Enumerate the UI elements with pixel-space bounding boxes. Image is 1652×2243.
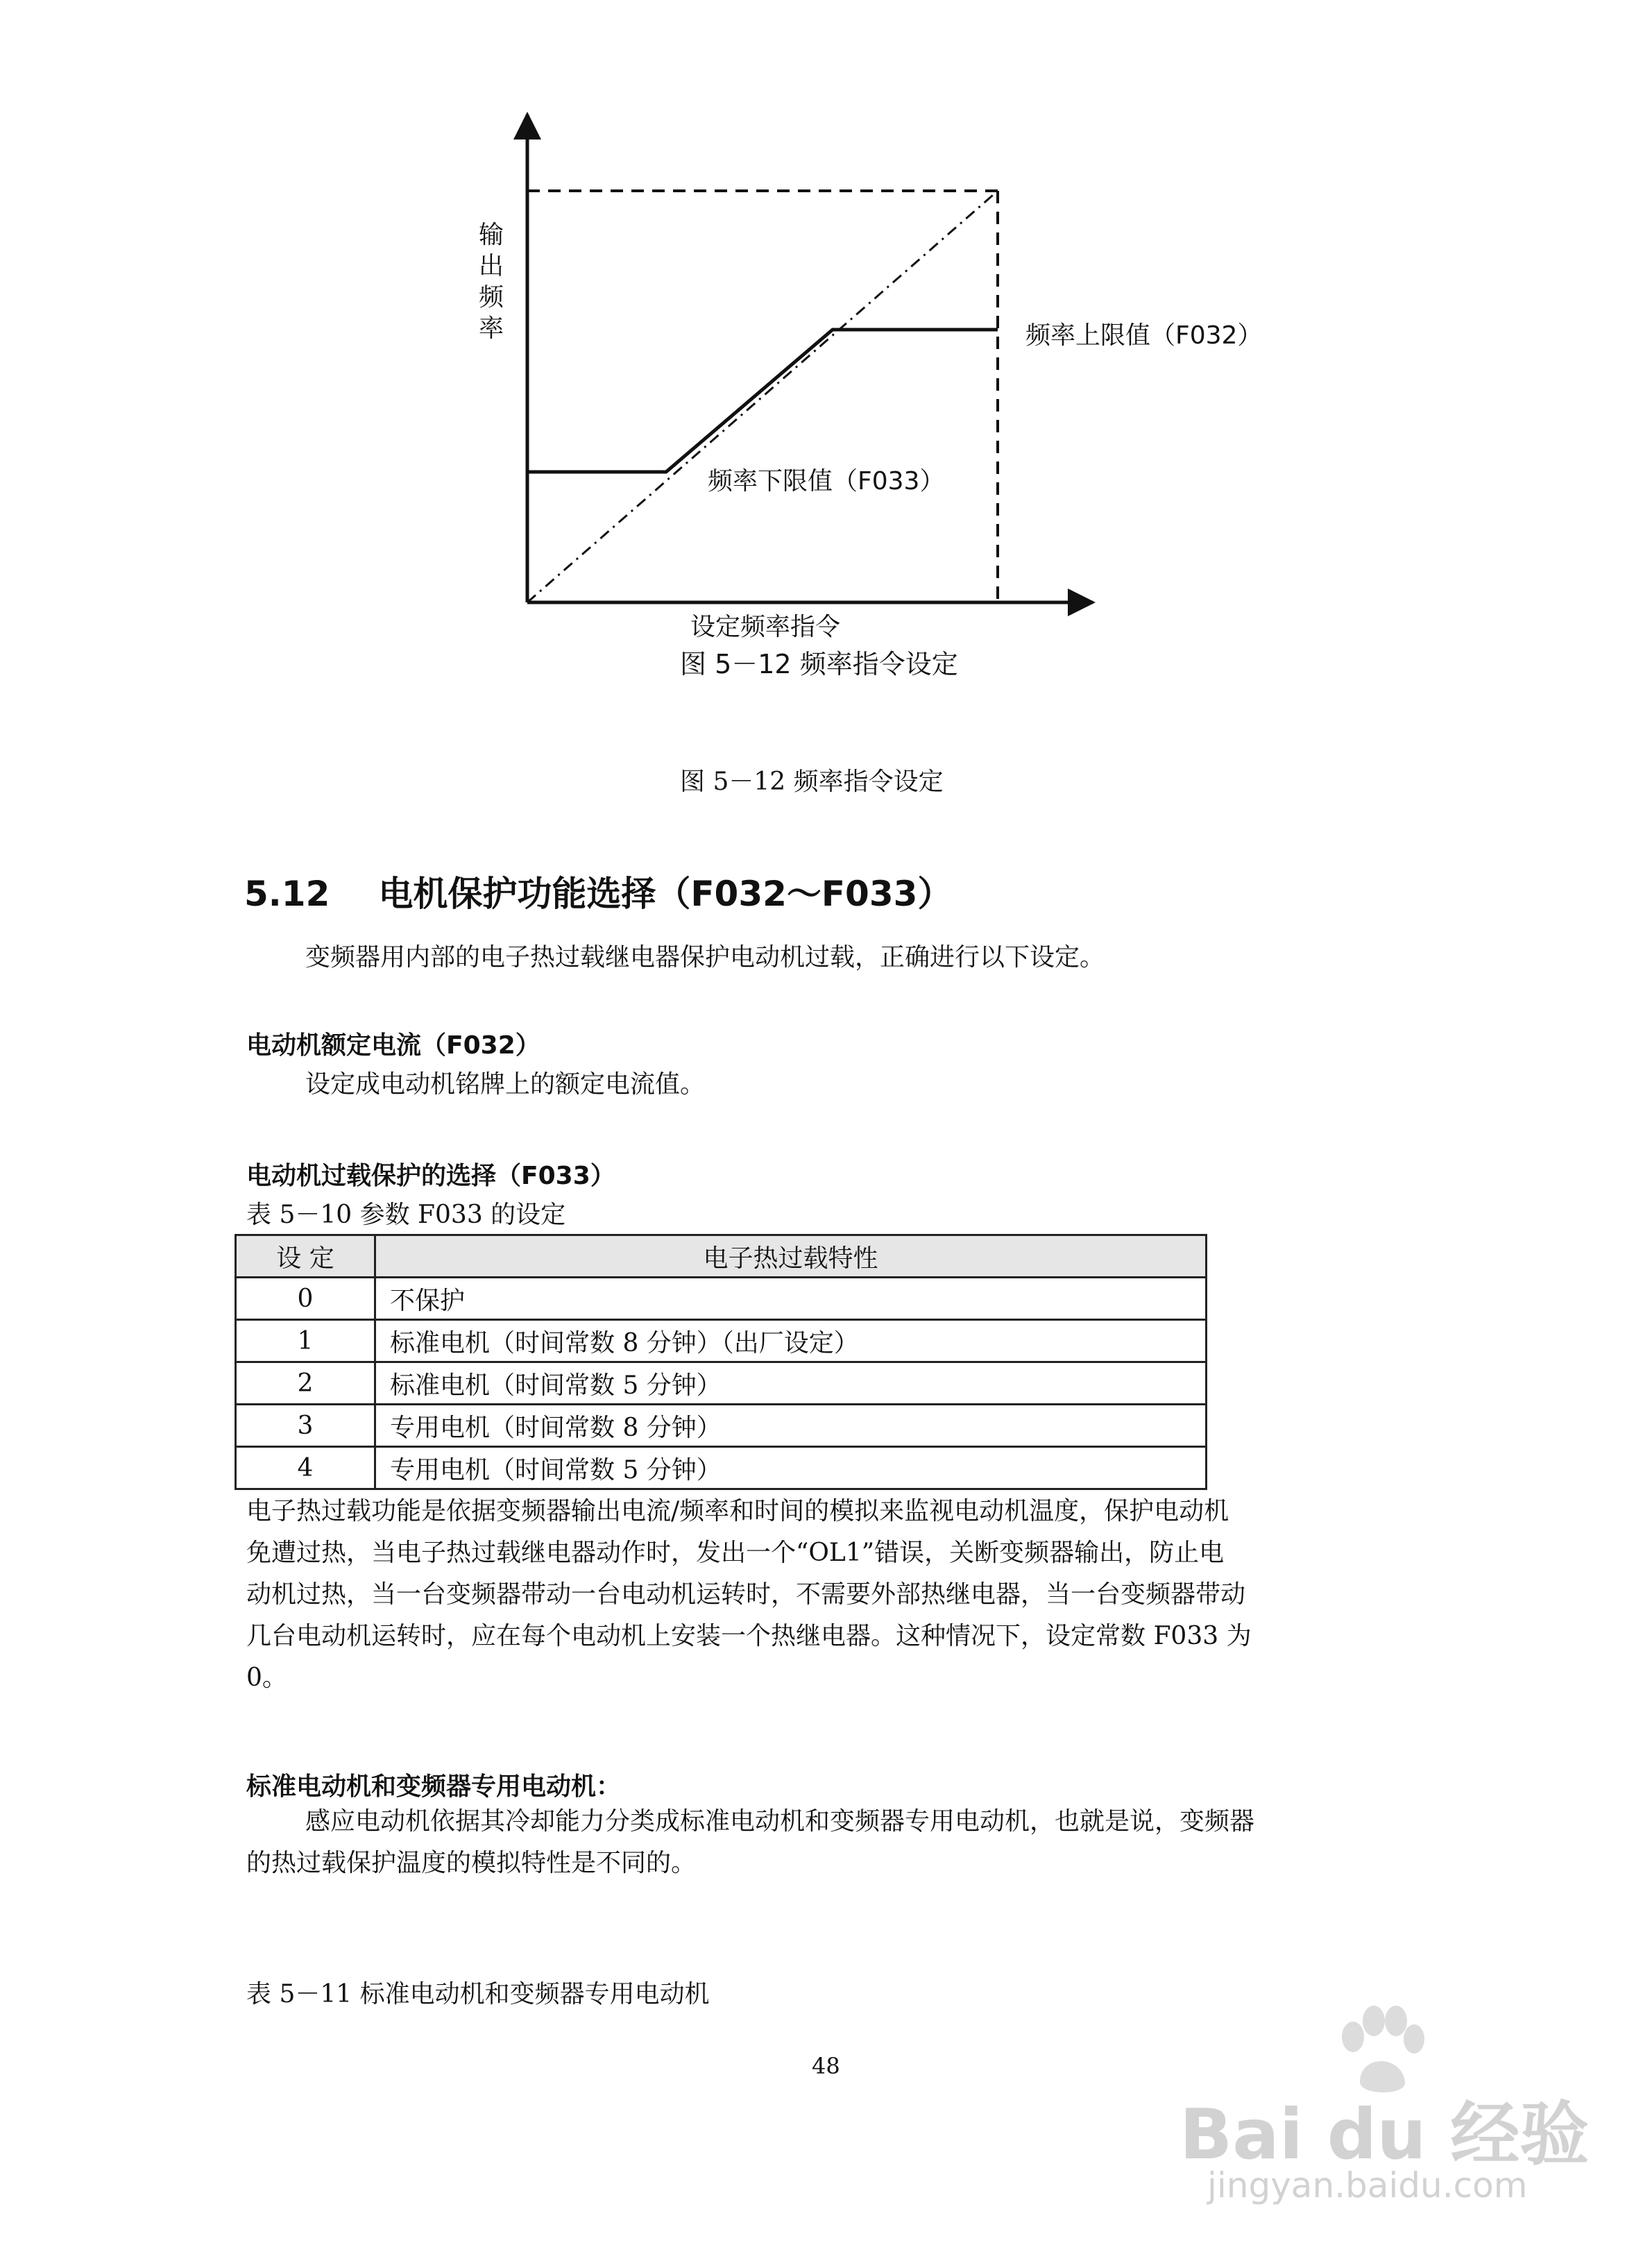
table-row [236, 1278, 1207, 1320]
motor-types-heading: 标准电动机和变频器专用电动机： [246, 1772, 622, 1801]
paragraph-line: 免遭过热，当电子热过载继电器动作时，发出一个“OL1”错误，关断变频器输出，防止电 [246, 1539, 1225, 1567]
table-cell-setting: 3 [236, 1405, 375, 1447]
table-cell-description: 专用电机（时间常数 5 分钟） [375, 1447, 1207, 1489]
paragraph-line: 0。 [246, 1664, 287, 1692]
paragraph-line: 几台电动机运转时，应在每个电动机上安装一个热继电器。这种情况下，设定常数 F033 为 [246, 1622, 1252, 1650]
baidu-watermark [1180, 2006, 1590, 2214]
x-axis-label: 设定频率指令 [690, 613, 841, 641]
overload-paragraph [246, 1491, 1426, 1699]
table-cell-description: 标准电机（时间常数 5 分钟） [375, 1362, 1207, 1405]
rated-current-text: 设定成电动机铭牌上的额定电流值。 [305, 1070, 706, 1099]
figure-embedded-caption: 图 5－12 频率指令设定 [680, 649, 958, 679]
f033-settings-table [235, 1234, 1207, 1490]
table-row [236, 1447, 1207, 1489]
table-cell-setting: 2 [236, 1362, 375, 1405]
paragraph-line: 电子热过载功能是依据变频器输出电流/频率和时间的模拟来监视电动机温度，保护电动机 [246, 1497, 1229, 1525]
table-header-setting: 设 定 [236, 1235, 375, 1278]
paragraph-line: 的热过载保护温度的模拟特性是不同的。 [246, 1849, 697, 1877]
upper-limit-label: 频率上限值（F032） [1025, 321, 1263, 350]
table-header-characteristic: 电子热过载特性 [375, 1235, 1207, 1278]
table-cell-setting: 4 [236, 1447, 375, 1489]
table-cell-description: 专用电机（时间常数 8 分钟） [375, 1405, 1207, 1447]
watermark-url: jingyan.baidu.com [1207, 2165, 1528, 2206]
rated-current-heading: 电动机额定电流（F032） [246, 1031, 540, 1060]
y-axis-label-vertical: 输 出 频 率 [479, 221, 504, 343]
table-header-row [236, 1235, 1207, 1278]
table-cell-description: 不保护 [375, 1278, 1207, 1320]
reference-diagonal-line [527, 191, 998, 602]
section-title: 电机保护功能选择（F032～F033） [378, 874, 953, 914]
overload-heading: 电动机过载保护的选择（F033） [246, 1162, 615, 1190]
figure-caption: 图 5－12 频率指令设定 [680, 768, 944, 796]
intro-paragraph: 变频器用内部的电子热过载继电器保护电动机过载，正确进行以下设定。 [305, 943, 1105, 972]
paragraph-line: 感应电动机依据其冷却能力分类成标准电动机和变频器专用电动机，也就是说，变频器 [305, 1807, 1255, 1836]
table-cell-description: 标准电机（时间常数 8 分钟）（出厂设定） [375, 1320, 1207, 1362]
page-number: 48 [812, 2053, 840, 2079]
table-cell-setting: 1 [236, 1320, 375, 1362]
table-row [236, 1362, 1207, 1405]
section-heading [244, 866, 952, 916]
frequency-command-figure [479, 104, 1263, 708]
section-number: 5.12 [244, 874, 330, 914]
paragraph-line: 动机过热，当一台变频器带动一台电动机运转时，不需要外部热继电器，当一台变频器带动 [246, 1580, 1246, 1609]
table-row [236, 1405, 1207, 1447]
motor-types-paragraph [246, 1801, 1426, 1884]
lower-limit-label: 频率下限值（F033） [708, 467, 945, 496]
watermark-brand: Bai du 经验 [1180, 2094, 1590, 2175]
table-row [236, 1320, 1207, 1362]
table-5-11-caption: 表 5－11 标准电动机和变频器专用电动机 [246, 1980, 710, 2008]
table-5-10-caption: 表 5－10 参数 F033 的设定 [246, 1201, 566, 1229]
table-cell-setting: 0 [236, 1278, 375, 1320]
limited-output-curve [527, 330, 998, 472]
